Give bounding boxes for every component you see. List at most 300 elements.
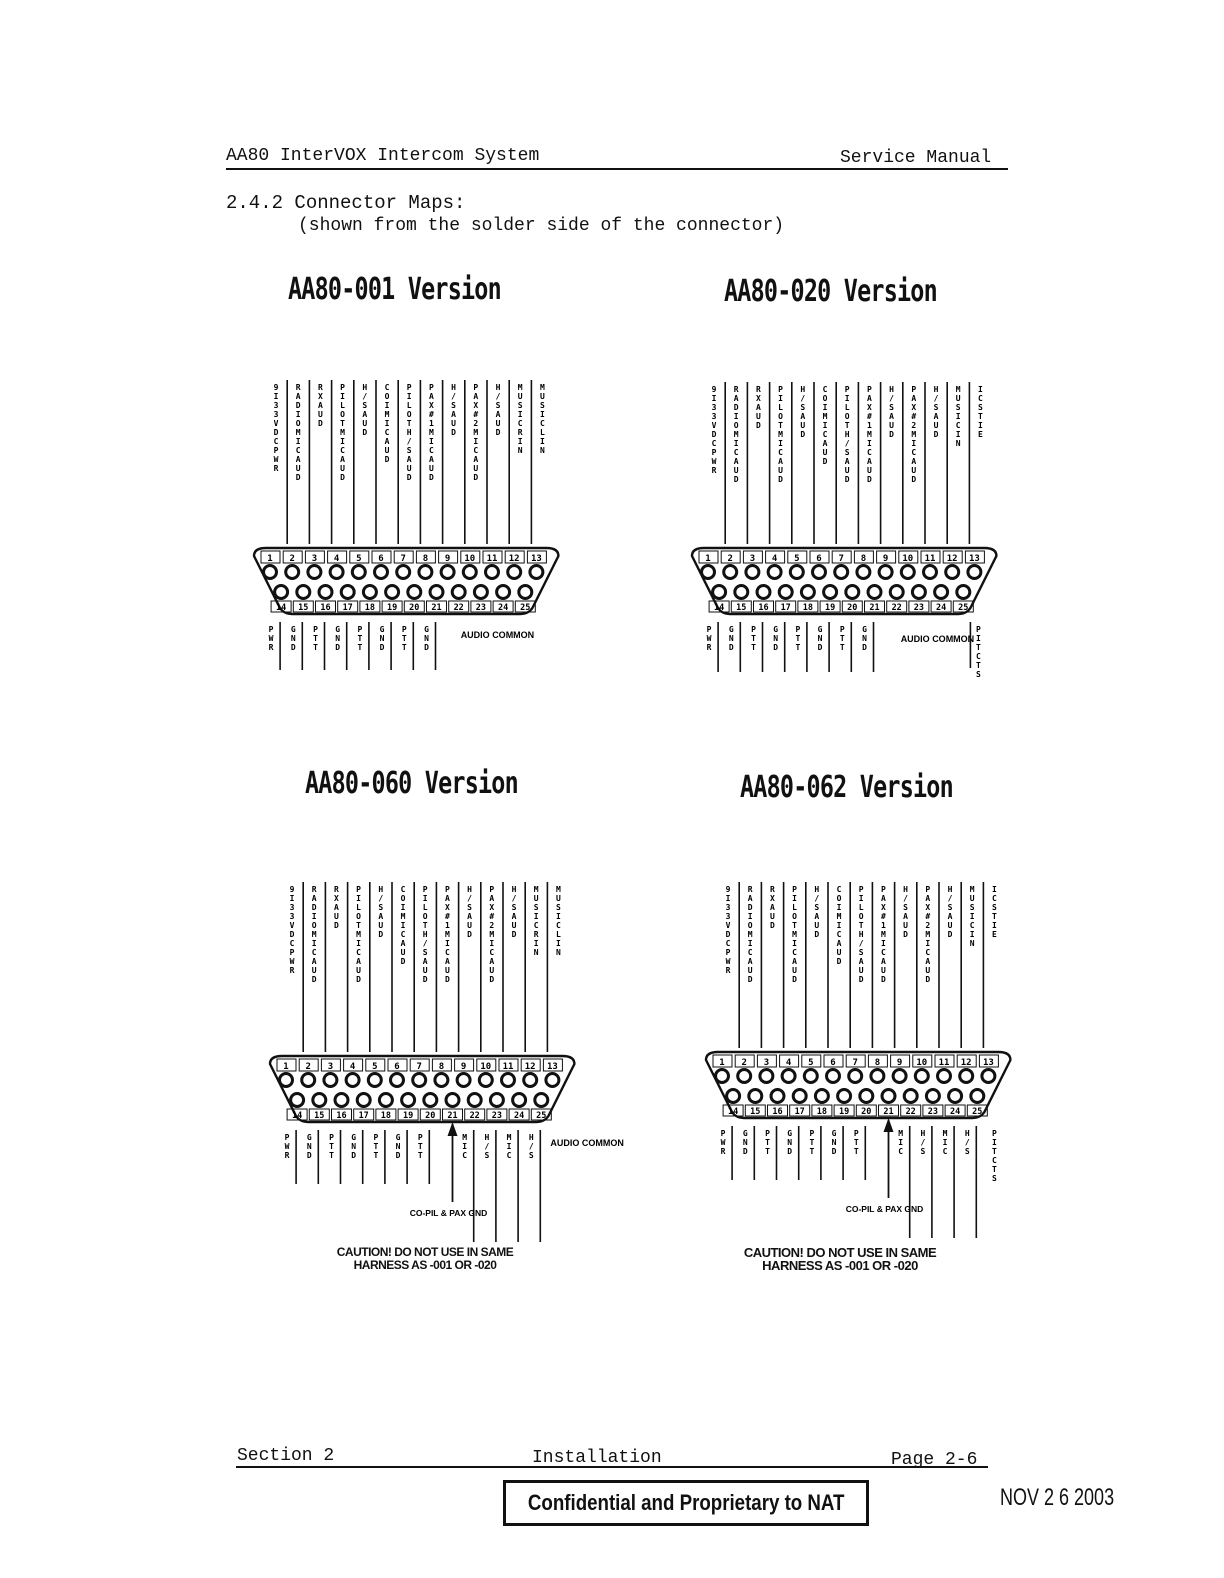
pin-label-bottom-18 — [357, 625, 362, 652]
svg-text:T: T — [313, 643, 318, 652]
svg-text:U: U — [533, 894, 539, 903]
svg-text:G: G — [335, 625, 341, 634]
svg-text:U: U — [800, 421, 806, 430]
svg-text:C: C — [340, 446, 346, 455]
svg-text:O: O — [733, 421, 739, 430]
pin-number-1: 1 — [705, 554, 711, 564]
pin-12 — [524, 1074, 537, 1087]
pin-number-5: 5 — [794, 554, 800, 564]
pin-number-9: 9 — [896, 1058, 903, 1068]
svg-text:L: L — [778, 403, 784, 412]
svg-text:I: I — [422, 894, 428, 903]
pin-number-19: 19 — [402, 1111, 414, 1121]
pin-label-bottom-19 — [818, 625, 823, 652]
svg-text:R: R — [268, 643, 274, 652]
pin-number-14: 14 — [291, 1111, 303, 1121]
svg-text:H: H — [903, 885, 909, 894]
svg-text:O: O — [406, 410, 412, 419]
pin-label-top-5 — [362, 383, 367, 437]
pin-label-top-10 — [925, 885, 930, 984]
svg-text:H: H — [422, 930, 428, 939]
svg-text:M: M — [911, 430, 917, 439]
pin-label-bottom-20 — [840, 625, 845, 652]
svg-text:D: D — [889, 430, 895, 439]
svg-text:D: D — [947, 930, 953, 939]
pin-22 — [890, 586, 903, 599]
pin-4 — [330, 566, 343, 579]
svg-text:P: P — [356, 885, 362, 894]
pin-5 — [368, 1074, 381, 1087]
pin-label-bottom-20 — [854, 1129, 859, 1156]
svg-text:D: D — [273, 428, 279, 437]
svg-text:C: C — [733, 448, 739, 457]
svg-text:P: P — [706, 625, 712, 634]
svg-text:M: M — [925, 930, 931, 939]
svg-text:O: O — [836, 894, 842, 903]
pin-number-17: 17 — [342, 603, 353, 613]
svg-text:3: 3 — [273, 401, 279, 410]
pin-18 — [815, 1090, 828, 1103]
pin-label-bottom-16 — [329, 1133, 334, 1160]
svg-text:3: 3 — [289, 903, 295, 912]
svg-text:P: P — [489, 885, 495, 894]
svg-text:R: R — [711, 466, 717, 475]
svg-text:N: N — [290, 634, 296, 643]
svg-text:U: U — [955, 394, 961, 403]
svg-text:A: A — [473, 455, 479, 464]
co-pil-pax-gnd-label: CO-PIL & PAX GND — [845, 1204, 924, 1214]
pin-number-23: 23 — [475, 603, 487, 613]
pin-3 — [746, 566, 759, 579]
svg-text:G: G — [742, 1129, 748, 1138]
pin-label-top-4 — [792, 885, 797, 984]
svg-text:N: N — [728, 634, 734, 643]
svg-text:1: 1 — [880, 921, 886, 930]
svg-text:P: P — [401, 625, 407, 634]
svg-text:L: L — [539, 428, 545, 437]
connector-map-020 — [680, 380, 1000, 690]
pin-number-11: 11 — [924, 554, 936, 564]
svg-text:A: A — [911, 457, 917, 466]
pin-label-bottom-23 — [920, 1129, 925, 1156]
pin-label-bottom-15 — [307, 1133, 312, 1160]
svg-text:M: M — [969, 885, 975, 894]
svg-text:H: H — [800, 385, 806, 394]
pin-9 — [457, 1074, 470, 1087]
svg-text:P: P — [428, 383, 434, 392]
pin-20 — [424, 1094, 437, 1107]
pin-number-14: 14 — [727, 1107, 739, 1117]
svg-text:#: # — [925, 912, 931, 921]
svg-text:G: G — [817, 625, 823, 634]
svg-text:D: D — [451, 428, 457, 437]
pin-14 — [291, 1094, 304, 1107]
svg-text:L: L — [356, 903, 362, 912]
pin-number-7: 7 — [852, 1058, 858, 1068]
pin-20 — [860, 1090, 873, 1103]
svg-text:U: U — [925, 966, 931, 975]
pin-number-2: 2 — [727, 554, 733, 564]
svg-text:X: X — [866, 403, 872, 412]
svg-text:I: I — [517, 437, 523, 446]
db25-connector-svg — [680, 380, 1010, 690]
pin-number-15: 15 — [736, 603, 747, 613]
svg-text:C: C — [977, 394, 983, 403]
svg-text:I: I — [925, 939, 931, 948]
pin-label-top-5 — [814, 885, 819, 939]
svg-text:P: P — [925, 885, 931, 894]
pin-label-bottom-16 — [313, 625, 318, 652]
svg-text:P: P — [340, 383, 346, 392]
svg-text:D: D — [295, 473, 301, 482]
svg-text:T: T — [417, 1142, 423, 1151]
svg-text:X: X — [473, 401, 479, 410]
svg-text:I: I — [969, 930, 975, 939]
svg-text:I: I — [428, 437, 434, 446]
svg-text:D: D — [317, 419, 323, 428]
svg-text:M: M — [506, 1133, 512, 1142]
pin-label-top-12 — [518, 383, 523, 455]
svg-text:T: T — [795, 634, 801, 643]
pin-22 — [468, 1094, 481, 1107]
svg-text:C: C — [400, 885, 406, 894]
svg-text:I: I — [792, 894, 798, 903]
svg-text:D: D — [289, 930, 295, 939]
pin-label-bottom-23 — [484, 1133, 489, 1160]
svg-text:P: P — [911, 385, 917, 394]
pin-number-4: 4 — [785, 1058, 792, 1068]
pin-label-top-1 — [290, 885, 295, 975]
header-rule — [226, 168, 1008, 170]
svg-text:P: P — [880, 885, 886, 894]
pin-number-25: 25 — [972, 1107, 983, 1117]
svg-text:R: R — [720, 1147, 726, 1156]
pin-label-top-5 — [378, 885, 383, 939]
svg-text:/: / — [495, 392, 501, 401]
svg-text:C: C — [975, 652, 981, 661]
pin-label-top-7 — [423, 885, 428, 984]
pin-11 — [486, 566, 499, 579]
svg-text:C: C — [925, 948, 931, 957]
pin-15 — [749, 1090, 762, 1103]
footer-section: Section 2 — [237, 1446, 335, 1466]
svg-text:D: D — [406, 473, 412, 482]
svg-text:C: C — [489, 948, 495, 957]
svg-text:S: S — [814, 903, 820, 912]
pin-number-19: 19 — [824, 603, 836, 613]
pin-number-1: 1 — [719, 1058, 725, 1068]
svg-text:2: 2 — [911, 421, 917, 430]
svg-text:T: T — [373, 1142, 379, 1151]
svg-text:A: A — [889, 412, 895, 421]
svg-text:U: U — [511, 921, 517, 930]
pin-label-top-9 — [903, 885, 908, 939]
svg-text:#: # — [489, 912, 495, 921]
pin-11 — [938, 1070, 951, 1083]
svg-text:H: H — [511, 885, 517, 894]
svg-text:I: I — [836, 903, 842, 912]
svg-text:G: G — [351, 1133, 357, 1142]
svg-text:S: S — [362, 401, 368, 410]
pin-3 — [760, 1070, 773, 1083]
pin-label-top-13 — [540, 383, 545, 455]
svg-text:D: D — [844, 475, 850, 484]
svg-text:P: P — [289, 948, 295, 957]
svg-text:A: A — [340, 455, 346, 464]
svg-text:R: R — [311, 885, 317, 894]
pin-label-top-2 — [312, 885, 317, 984]
svg-text:R: R — [284, 1151, 290, 1160]
pin-number-3: 3 — [763, 1058, 770, 1068]
pin-label-bottom-17 — [773, 625, 778, 652]
svg-text:A: A — [925, 957, 931, 966]
svg-text:9: 9 — [725, 885, 731, 894]
svg-text:D: D — [473, 473, 479, 482]
svg-text:H: H — [844, 430, 850, 439]
pin-25 — [971, 1090, 984, 1103]
svg-text:D: D — [858, 975, 864, 984]
pin-18 — [801, 586, 814, 599]
svg-text:N: N — [787, 1138, 793, 1147]
confidential-text: Confidential and Proprietary to NAT — [527, 1490, 845, 1515]
svg-text:S: S — [378, 903, 384, 912]
pin-number-3: 3 — [327, 1062, 334, 1072]
pin-number-19: 19 — [838, 1107, 850, 1117]
pin-5 — [804, 1070, 817, 1083]
svg-text:S: S — [517, 401, 523, 410]
svg-text:N: N — [395, 1142, 401, 1151]
svg-text:L: L — [792, 903, 798, 912]
pin-label-top-13 — [992, 885, 997, 939]
svg-text:S: S — [858, 948, 864, 957]
svg-text:O: O — [400, 894, 406, 903]
svg-text:D: D — [800, 430, 806, 439]
pin-label-bottom-16 — [765, 1129, 770, 1156]
svg-text:A: A — [911, 394, 917, 403]
svg-text:D: D — [444, 975, 450, 984]
svg-text:O: O — [422, 912, 428, 921]
pin-9 — [879, 566, 892, 579]
svg-text:D: D — [379, 643, 385, 652]
svg-text:D: D — [822, 457, 828, 466]
svg-text:N: N — [862, 634, 867, 643]
svg-text:T: T — [977, 412, 983, 421]
co-pil-pax-gnd-label: CO-PIL & PAX GND — [409, 1208, 488, 1218]
svg-text:D: D — [356, 975, 362, 984]
pin-24 — [949, 1090, 962, 1103]
pin-label-top-5 — [800, 385, 805, 439]
svg-text:D: D — [911, 475, 917, 484]
svg-text:U: U — [880, 966, 886, 975]
pin-label-bottom-14 — [269, 625, 274, 652]
pin-number-8: 8 — [874, 1058, 881, 1068]
svg-text:U: U — [733, 466, 739, 475]
svg-text:D: D — [742, 1147, 748, 1156]
pin-1 — [702, 566, 715, 579]
db25-connector-svg — [698, 880, 1028, 1240]
diagram-title-060: AA80-060 Version — [305, 766, 518, 801]
pin-number-17: 17 — [794, 1107, 805, 1117]
svg-text:M: M — [955, 385, 961, 394]
svg-text:A: A — [814, 912, 820, 921]
svg-text:A: A — [747, 957, 753, 966]
svg-text:M: M — [473, 428, 479, 437]
svg-text:C: C — [866, 448, 872, 457]
pin-label-top-3 — [770, 885, 775, 930]
svg-text:G: G — [728, 625, 734, 634]
pin-label-bottom-25 — [992, 1129, 997, 1183]
pin-number-23: 23 — [491, 1111, 503, 1121]
svg-text:A: A — [947, 912, 953, 921]
pin-label-top-1 — [712, 385, 717, 475]
svg-text:X: X — [755, 394, 761, 403]
pin-5 — [352, 566, 365, 579]
pin-label-top-2 — [748, 885, 753, 984]
svg-text:D: D — [733, 475, 739, 484]
svg-text:/: / — [422, 939, 428, 948]
svg-text:P: P — [473, 383, 479, 392]
pin-number-12: 12 — [508, 554, 520, 564]
svg-text:T: T — [778, 421, 784, 430]
svg-text:S: S — [991, 903, 997, 912]
svg-text:D: D — [351, 1151, 357, 1160]
pin-2 — [738, 1070, 751, 1083]
svg-text:3: 3 — [725, 903, 731, 912]
svg-text:A: A — [428, 392, 434, 401]
svg-text:N: N — [955, 439, 961, 448]
svg-text:T: T — [329, 1151, 334, 1160]
svg-text:I: I — [778, 439, 784, 448]
pin-number-17: 17 — [780, 603, 791, 613]
svg-text:A: A — [933, 412, 939, 421]
svg-text:C: C — [462, 1151, 468, 1160]
pin-number-12: 12 — [960, 1058, 972, 1068]
pin-10 — [479, 1074, 492, 1087]
svg-text:R: R — [517, 428, 523, 437]
svg-text:A: A — [444, 957, 450, 966]
svg-text:C: C — [384, 428, 390, 437]
svg-text:R: R — [273, 464, 279, 473]
svg-text:W: W — [725, 957, 731, 966]
svg-text:1: 1 — [428, 419, 434, 428]
pin-number-5: 5 — [372, 1062, 378, 1072]
svg-text:U: U — [755, 412, 761, 421]
svg-text:T: T — [422, 921, 428, 930]
pin-6 — [375, 566, 388, 579]
svg-text:I: I — [733, 439, 739, 448]
pin-label-bottom-15 — [729, 625, 734, 652]
svg-text:S: S — [977, 403, 983, 412]
pin-label-bottom-18 — [795, 625, 800, 652]
svg-text:W: W — [720, 1138, 726, 1147]
svg-text:/: / — [362, 392, 368, 401]
svg-text:U: U — [947, 921, 953, 930]
svg-text:T: T — [340, 419, 346, 428]
svg-text:S: S — [975, 670, 981, 679]
svg-text:P: P — [329, 1133, 334, 1142]
svg-text:D: D — [333, 921, 339, 930]
svg-text:D: D — [384, 455, 390, 464]
pin-label-bottom-21 — [862, 625, 867, 652]
svg-text:N: N — [555, 948, 561, 957]
svg-text:A: A — [903, 912, 909, 921]
svg-text:S: S — [539, 401, 545, 410]
svg-text:/: / — [511, 894, 517, 903]
svg-text:C: C — [295, 446, 301, 455]
pin-number-13: 13 — [530, 554, 542, 564]
pin-17 — [793, 1090, 806, 1103]
svg-text:/: / — [964, 1138, 970, 1147]
pin-label-bottom-24 — [507, 1133, 512, 1160]
pin-label-bottom-16 — [751, 625, 756, 652]
pin-2 — [286, 566, 299, 579]
svg-text:A: A — [844, 457, 850, 466]
svg-text:/: / — [467, 894, 473, 903]
svg-text:U: U — [311, 966, 317, 975]
pin-number-22: 22 — [905, 1107, 916, 1117]
svg-text:D: D — [725, 930, 731, 939]
svg-text:H: H — [889, 385, 895, 394]
svg-text:2: 2 — [473, 419, 479, 428]
svg-text:T: T — [329, 1142, 334, 1151]
svg-text:U: U — [400, 948, 406, 957]
svg-text:X: X — [880, 903, 886, 912]
pin-label-top-12 — [534, 885, 539, 957]
pin-10 — [901, 566, 914, 579]
pin-label-top-8 — [429, 383, 434, 482]
svg-text:C: C — [955, 421, 961, 430]
svg-text:C: C — [473, 446, 479, 455]
pin-19 — [824, 586, 837, 599]
pin-label-top-3 — [756, 385, 761, 430]
svg-text:I: I — [311, 912, 317, 921]
pin-24 — [935, 586, 948, 599]
svg-text:I: I — [942, 1138, 948, 1147]
svg-text:I: I — [747, 939, 753, 948]
pin-label-top-4 — [356, 885, 361, 984]
svg-text:I: I — [822, 403, 828, 412]
pin-number-10: 10 — [480, 1062, 492, 1072]
svg-text:U: U — [933, 421, 939, 430]
svg-text:/: / — [406, 437, 412, 446]
svg-text:/: / — [814, 894, 820, 903]
svg-text:G: G — [424, 625, 429, 634]
svg-text:C: C — [792, 948, 798, 957]
svg-text:V: V — [711, 421, 717, 430]
pin-number-4: 4 — [771, 554, 778, 564]
pin-19 — [402, 1094, 415, 1107]
svg-text:H: H — [378, 885, 384, 894]
svg-text:I: I — [539, 437, 545, 446]
svg-text:X: X — [444, 903, 450, 912]
svg-text:U: U — [495, 419, 501, 428]
confidential-stamp — [503, 1480, 869, 1526]
pin-label-top-13 — [978, 385, 983, 439]
pin-number-2: 2 — [289, 554, 295, 564]
pin-number-18: 18 — [816, 1107, 828, 1117]
svg-text:T: T — [809, 1138, 815, 1147]
pin-number-11: 11 — [486, 554, 498, 564]
svg-text:R: R — [733, 385, 739, 394]
svg-text:P: P — [765, 1129, 770, 1138]
pin-2 — [724, 566, 737, 579]
svg-text:P: P — [809, 1129, 815, 1138]
pin-label-top-6 — [837, 885, 842, 966]
pin-number-10: 10 — [902, 554, 914, 564]
pin-label-bottom-17 — [335, 625, 340, 652]
svg-text:C: C — [539, 419, 545, 428]
svg-text:R: R — [747, 885, 753, 894]
